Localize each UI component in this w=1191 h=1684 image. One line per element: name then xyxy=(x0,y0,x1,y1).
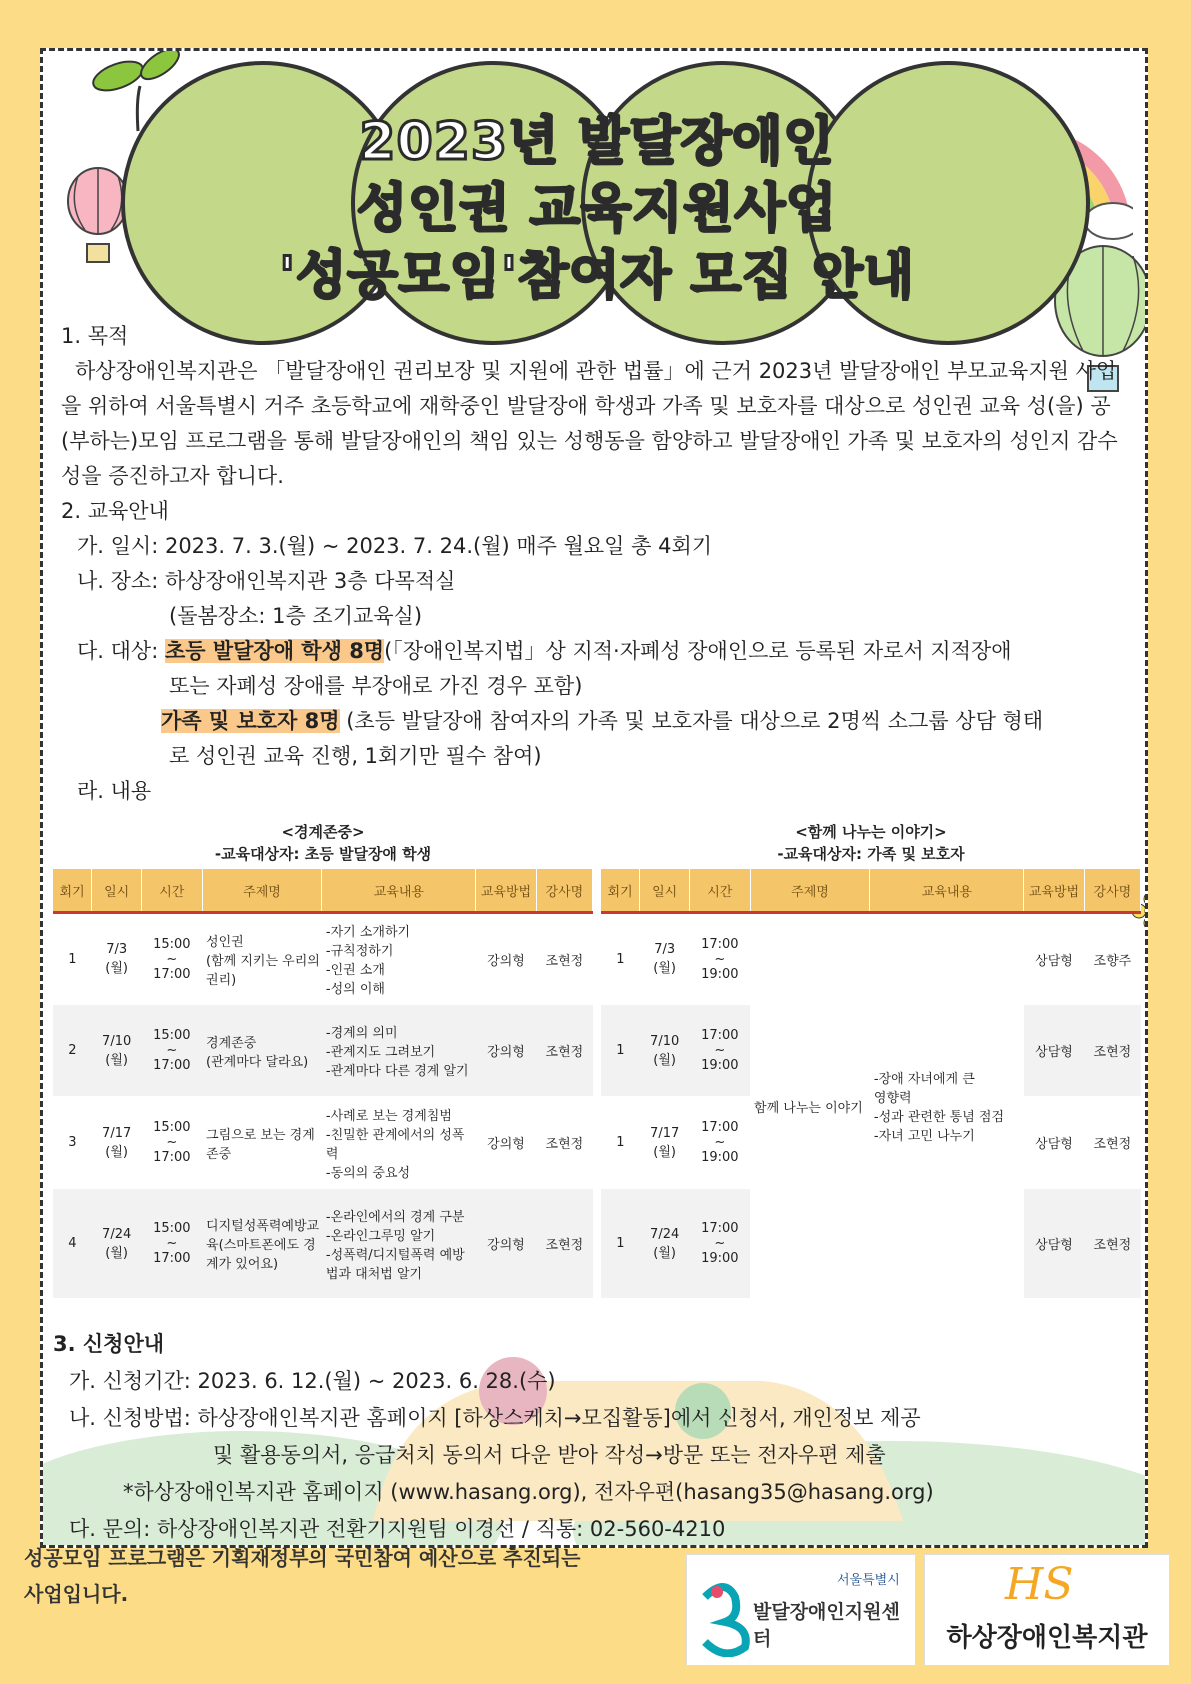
title-line1: 2023년 발달장애인 xyxy=(359,112,835,172)
table-header: 교육내용 xyxy=(322,869,476,913)
table-row xyxy=(53,913,593,1005)
target-label: 다. 대상: xyxy=(77,639,165,663)
table-header: 교육내용 xyxy=(870,869,1024,913)
edu-content: 라. 내용 xyxy=(77,779,152,803)
table-header: 일시 xyxy=(640,869,690,913)
session-teacher: 조현정 xyxy=(536,913,592,1005)
logo2-main: 하상장애인복지관 xyxy=(946,1623,1148,1653)
session-teacher: 조현정 xyxy=(1084,1189,1140,1299)
session-topic: 디지털성폭력예방교육(스마트폰에도 경계가 있어요) xyxy=(202,1189,322,1299)
target2-text2: 로 성인권 교육 진행, 1회기만 필수 참여) xyxy=(169,744,542,768)
target1-text2: 또는 자폐성 장애를 부장애로 가진 경우 포함) xyxy=(169,674,583,698)
apply-info xyxy=(53,1326,1128,1548)
session-time: 17:00 ~ 19:00 xyxy=(690,1005,750,1097)
session-method: 강의형 xyxy=(476,1005,536,1097)
table-header: 강사명 xyxy=(536,869,592,913)
session-time: 15:00 ~ 17:00 xyxy=(142,1005,202,1097)
edu-target-2 xyxy=(61,704,1136,739)
session-content: -사례로 보는 경계침범 -친밀한 관계에서의 성폭력 -동의의 중요성 xyxy=(322,1097,476,1189)
session-number: 1 xyxy=(601,1189,640,1299)
session-time: 17:00 ~ 19:00 xyxy=(690,1189,750,1299)
table-header: 일시 xyxy=(92,869,142,913)
table-header: 시간 xyxy=(142,869,202,913)
table-header: 강사명 xyxy=(1084,869,1140,913)
session-teacher: 조현정 xyxy=(536,1189,592,1299)
session-number: 4 xyxy=(53,1189,92,1299)
session-time: 15:00 ~ 17:00 xyxy=(142,1189,202,1299)
hs-mark: HS xyxy=(1005,1559,1074,1610)
session-content: -자기 소개하기 -규칙정하기 -인권 소개 -성의 이해 xyxy=(322,913,476,1005)
edu-place: 나. 장소: 하상장애인복지관 3층 다목적실 xyxy=(77,569,456,593)
table-header: 회기 xyxy=(601,869,640,913)
session-time: 15:00 ~ 17:00 xyxy=(142,1097,202,1189)
right-table xyxy=(601,869,1141,1299)
seoul-logo-icon xyxy=(695,1567,755,1657)
table-row xyxy=(53,1005,593,1097)
table-header: 주제명 xyxy=(202,869,322,913)
page-title xyxy=(43,109,1148,310)
session-content: -장애 자녀에게 큰 영향력 -성과 관련한 통념 점검 -자녀 고민 나누기 xyxy=(870,913,1024,1299)
table-header: 주제명 xyxy=(750,869,870,913)
family-schedule xyxy=(601,821,1141,1299)
session-number: 2 xyxy=(53,1005,92,1097)
student-schedule xyxy=(53,821,593,1299)
session-teacher: 조현정 xyxy=(536,1097,592,1189)
session-teacher: 조현정 xyxy=(1084,1097,1140,1189)
session-method: 상담형 xyxy=(1024,1189,1084,1299)
session-time: 15:00 ~ 17:00 xyxy=(142,913,202,1005)
session-number: 1 xyxy=(601,1097,640,1189)
session-number: 1 xyxy=(601,913,640,1005)
title-line3: '성공모임'참여자 모집 안내 xyxy=(279,246,915,306)
schedule-tables xyxy=(53,821,1141,1351)
session-method: 상담형 xyxy=(1024,1097,1084,1189)
session-date: 7/10 (월) xyxy=(92,1005,142,1097)
footer-line1: 성공모임 프로그램은 기획재정부의 국민참여 예산으로 추진되는 xyxy=(24,1546,581,1570)
session-date: 7/3 (월) xyxy=(92,913,142,1005)
table-header: 회기 xyxy=(53,869,92,913)
seoul-center-logo xyxy=(686,1554,916,1666)
logo1-main: 발달장애인지원센터 xyxy=(753,1601,900,1650)
session-method: 상담형 xyxy=(1024,1005,1084,1097)
footer-note xyxy=(24,1540,580,1612)
body-text xyxy=(61,319,1136,809)
session-number: 1 xyxy=(53,913,92,1005)
section3-heading: 3. 신청안내 xyxy=(53,1332,165,1356)
poster-frame xyxy=(40,48,1148,1548)
session-time: 17:00 ~ 19:00 xyxy=(690,1097,750,1189)
session-teacher: 조현정 xyxy=(536,1005,592,1097)
table-header: 교육방법 xyxy=(1024,869,1084,913)
session-date: 7/24 (월) xyxy=(92,1189,142,1299)
logo1-small: 서울특별시 xyxy=(837,1573,900,1588)
edu-target-1 xyxy=(61,634,1136,669)
title-line2: 성인권 교육지원사업 xyxy=(356,179,838,239)
target2-text: (초등 발달장애 참여자의 가족 및 보호자를 대상으로 2명씩 소그룹 상담 형태 xyxy=(339,709,1044,733)
left-table xyxy=(53,869,593,1299)
apply-method2: 및 활용동의서, 응급처치 동의서 다운 받아 작성→방문 또는 전자우편 제출 xyxy=(213,1443,886,1467)
table-row xyxy=(53,1189,593,1299)
target2-highlight: 가족 및 보호자 8명 xyxy=(161,709,340,733)
apply-contact: 다. 문의: 하상장애인복지관 전환기지원팀 이경선 / 직통: 02-560-4210 xyxy=(69,1517,726,1541)
session-method: 상담형 xyxy=(1024,913,1084,1005)
hasang-logo xyxy=(924,1554,1170,1666)
session-date: 7/24 (월) xyxy=(640,1189,690,1299)
table-row xyxy=(601,913,1141,1005)
session-method: 강의형 xyxy=(476,913,536,1005)
section1-heading: 1. 목적 xyxy=(61,324,129,348)
edu-place-sub: (돌봄장소: 1층 조기교육실) xyxy=(169,604,423,628)
session-number: 1 xyxy=(601,1005,640,1097)
session-topic: 함께 나누는 이야기 xyxy=(750,913,870,1299)
session-topic: 그림으로 보는 경계존중 xyxy=(202,1097,322,1189)
session-content: -온라인에서의 경계 구분 -온라인그루밍 알기 -성폭력/디지털폭력 예방법과 대처법 알기 xyxy=(322,1189,476,1299)
right-caption2: -교육대상자: 가족 및 보호자 xyxy=(777,845,965,863)
session-date: 7/17 (월) xyxy=(92,1097,142,1189)
left-caption2: -교육대상자: 초등 발달장애 학생 xyxy=(214,845,432,863)
target1-highlight: 초등 발달장애 학생 8명 xyxy=(164,639,385,663)
table-row xyxy=(53,1097,593,1189)
session-content: -경계의 의미 -관계지도 그려보기 -관계마다 다른 경계 알기 xyxy=(322,1005,476,1097)
session-date: 7/10 (월) xyxy=(640,1005,690,1097)
table-header: 시간 xyxy=(690,869,750,913)
section2-heading: 2. 교육안내 xyxy=(61,499,169,523)
session-number: 3 xyxy=(53,1097,92,1189)
session-method: 강의형 xyxy=(476,1189,536,1299)
session-teacher: 조향주 xyxy=(1084,913,1140,1005)
right-caption1: <함께 나누는 이야기> xyxy=(795,823,947,841)
footer-line2: 사업입니다. xyxy=(24,1582,129,1606)
session-topic: 성인권 (함께 지키는 우리의 권리) xyxy=(202,913,322,1005)
table-header: 교육방법 xyxy=(476,869,536,913)
session-date: 7/17 (월) xyxy=(640,1097,690,1189)
edu-date: 가. 일시: 2023. 7. 3.(월) ~ 2023. 7. 24.(월) 매주 월요일 총 4회기 xyxy=(77,534,713,558)
apply-note: *하상장애인복지관 홈페이지 (www.hasang.org), 전자우편(hasang35@hasang.org) xyxy=(123,1480,934,1504)
session-date: 7/3 (월) xyxy=(640,913,690,1005)
apply-period: 가. 신청기간: 2023. 6. 12.(월) ~ 2023. 6. 28.(수) xyxy=(69,1369,556,1393)
session-teacher: 조현정 xyxy=(1084,1005,1140,1097)
left-caption1: <경계존중> xyxy=(281,823,365,841)
target1-text: (「장애인복지법」상 지적·자폐성 장애인으로 등록된 자로서 지적장애 xyxy=(384,639,1012,663)
session-time: 17:00 ~ 19:00 xyxy=(690,913,750,1005)
session-topic: 경계존중 (관계마다 달라요) xyxy=(202,1005,322,1097)
session-method: 강의형 xyxy=(476,1097,536,1189)
apply-method: 나. 신청방법: 하상장애인복지관 홈페이지 [하상스케치→모집활동]에서 신청서, 개인정보 제공 xyxy=(69,1406,921,1430)
section1-text: 하상장애인복지관은 「발달장애인 권리보장 및 지원에 관한 법률」에 근거 2023년 발달장애인 부모교육지원 사업을 위하여 서울특별시 거주 초등학교에 재학중인 발달장애 학생과 가족 및 보호자를 대상으로 성인권 교육 성(을) 공(부하는)모임 프로그램을 통해 발달장애인의 책임 있는 성행동을 함양하고 발달장애인 가족 및 보호자의 성인지 감수성을 증진하고자 합니다. xyxy=(61,359,1118,488)
